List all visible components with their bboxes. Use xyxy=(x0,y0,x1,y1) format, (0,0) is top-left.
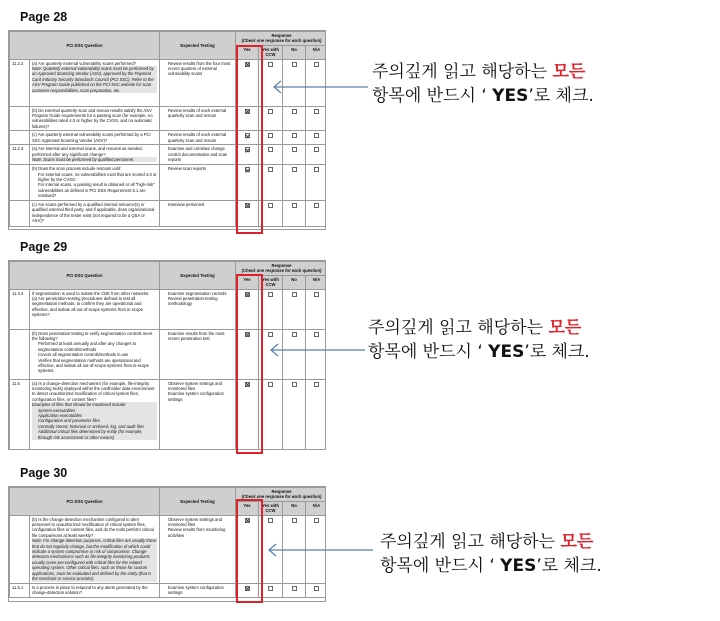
question-cell: (b) Is the change-detection mechanism configured to alert personnel to unauthorized modification of critical system files, configuration files or content files, and do the tools perform critical file comparisons at least weekly? Note: For change detection purposes, critical files are usually those that do not regularly change, but the modification of which could indicate a system compromise or risk of compromise. Change detection mechanisms such as file-integrity monitoring products usually come pre-configured with critical files for the related operating system. Other critical files, such as those for custom applications, must be evaluated and defined by the entity (that is the merchant or service provider). xyxy=(30,515,160,583)
ccw-checkbox[interactable] xyxy=(268,109,273,114)
ccw-checkbox[interactable] xyxy=(268,292,273,297)
yes-column-highlight-29 xyxy=(236,274,263,454)
na-checkbox[interactable] xyxy=(314,62,319,67)
question-cell: (a) Are internal and external scans, and rescans as needed, performed after any significant change? Note: Scans must be performed by qualified personnel. xyxy=(30,145,160,165)
ccw-checkbox[interactable] xyxy=(268,167,273,172)
na-checkbox[interactable] xyxy=(314,109,319,114)
question-cell: (a) Is a change-detection mechanism (for example, file-integrity monitoring tools) deployed within the cardholder data environment to detect unauthorized modification of critical system files, configuration files, or content files? Examples of files that should be monitored include: • System executables • Application executables • Configuration and parameter files • Centrally stored, historical or archived, log, and audit files • Additional critical files determined by entity (for example, through risk assessment or other means) xyxy=(30,379,160,450)
header-response: Response (Check one response for each question) xyxy=(236,262,326,276)
no-checkbox[interactable] xyxy=(292,586,297,591)
table-row xyxy=(10,379,327,450)
header-testing: Expected Testing xyxy=(160,262,236,290)
ccw-checkbox[interactable] xyxy=(268,382,273,387)
na-checkbox[interactable] xyxy=(314,382,319,387)
question-cell: (b) Do external quarterly scan and rescan results satisfy the ASV Program Guide requirements for a passing scan (for example, no vulnerabilities rated 4.0 or higher by the CVSS, and no automatic failures)? xyxy=(30,106,160,131)
testing-cell: • Examine system configuration settings xyxy=(160,583,236,597)
header-response: Response (Check one response for each question) xyxy=(236,32,326,46)
req-number: 11.5 xyxy=(10,379,30,450)
testing-cell: • Examine results from the most recent penetration test xyxy=(160,329,236,379)
header-yes: Yes xyxy=(236,45,259,59)
header-na: N/A xyxy=(306,275,326,289)
req-number: 11.2.2 xyxy=(10,59,30,106)
instruction-note-30: 주의깊게 읽고 해당하는 모든 항목에 반드시 ‘ YES’로 체크. xyxy=(380,532,602,576)
header-yes: Yes xyxy=(236,275,259,289)
header-response: Response (Check one response for each question) xyxy=(236,488,326,502)
header-question: PCI DSS Question xyxy=(10,32,160,60)
testing-cell: • Review scan reports xyxy=(160,165,236,200)
yes-column-highlight-28 xyxy=(236,45,263,234)
no-checkbox[interactable] xyxy=(292,109,297,114)
req-number xyxy=(10,165,30,200)
ccw-checkbox[interactable] xyxy=(268,62,273,67)
question-cell: (c) Are quarterly external vulnerability scans performed by a PCI SSC Approved Scanning Vendor (ASV)? xyxy=(30,131,160,145)
header-question: PCI DSS Question xyxy=(10,262,160,290)
req-number: 11.3.4 xyxy=(10,289,30,329)
header-ccw: Yes with CCW xyxy=(259,275,283,289)
no-checkbox[interactable] xyxy=(292,518,297,523)
table-row xyxy=(10,200,327,226)
question-cell: (a) Are quarterly external vulnerability scans performed? Note: Quarterly external vulnerability scans must be performed by an Approved Scanning Vendor (ASV), approved by the Payment Card Industry Security Standards Council (PCI SSC). Refer to the ASV Program Guide published on the PCI SSC website for scan customer responsibilities, scan preparation, etc. xyxy=(30,59,160,106)
testing-cell: • Review results of each external quarterly scan and rescan xyxy=(160,131,236,145)
pci-table-28 xyxy=(9,31,326,227)
ccw-checkbox[interactable] xyxy=(268,518,273,523)
no-checkbox[interactable] xyxy=(292,382,297,387)
na-checkbox[interactable] xyxy=(314,292,319,297)
header-no: No xyxy=(283,45,306,59)
req-number xyxy=(10,515,30,583)
table-row xyxy=(10,106,327,131)
header-no: No xyxy=(283,501,306,515)
testing-cell: • Review results of each external quarterly scan and rescan xyxy=(160,106,236,131)
ccw-checkbox[interactable] xyxy=(268,203,273,208)
header-na: N/A xyxy=(306,45,326,59)
req-number xyxy=(10,200,30,226)
header-na: N/A xyxy=(306,501,326,515)
no-checkbox[interactable] xyxy=(292,62,297,67)
req-number: 11.2.3 xyxy=(10,145,30,165)
table-row xyxy=(10,145,327,165)
question-cell: (b) Does the scan process include rescans until: • For external scans, no vulnerabilities exist that are scored 4.0 or higher by the CVSS; • For internal scans, a passing result is obtained or all "high-risk" vulnerabilities as defined in PCI DSS Requirement 6.1 are resolved? xyxy=(30,165,160,200)
question-cell: (b) Does penetration testing to verify segmentation controls meet the following? • Performed at least annually and after any changes to segmentation controls/methods • Covers all segmentation controls/methods in use • Verifies that segmentation methods are operational and effective, and isolate all out-of-scope systems from in-scope systems. xyxy=(30,329,160,379)
ccw-checkbox[interactable] xyxy=(268,147,273,152)
arrow-icon xyxy=(267,343,367,357)
na-checkbox[interactable] xyxy=(314,147,319,152)
req-number xyxy=(10,329,30,379)
testing-cell: • Interview personnel xyxy=(160,200,236,226)
testing-cell: • Observe system settings and monitored files • Examine system configuration settings xyxy=(160,379,236,450)
testing-cell: • Examine segmentation controls • Review penetration-testing methodology xyxy=(160,289,236,329)
testing-cell: • Observe system settings and monitored files • Review results from monitoring activities xyxy=(160,515,236,583)
na-checkbox[interactable] xyxy=(314,586,319,591)
table-row xyxy=(10,289,327,329)
yes-column-highlight-30 xyxy=(236,499,263,603)
na-checkbox[interactable] xyxy=(314,133,319,138)
instruction-note-29: 주의깊게 읽고 해당하는 모든 항목에 반드시 ‘ YES’로 체크. xyxy=(368,318,590,362)
header-testing: Expected Testing xyxy=(160,32,236,60)
question-cell: (c) Are scans performed by a qualified internal resource(s) or qualified external third party, and if applicable, does organizational independence of the tester exist (not required to be a QSA or ASV)? xyxy=(30,200,160,226)
page-label-29: Page 29 xyxy=(20,240,68,254)
header-no: No xyxy=(283,275,306,289)
arrow-icon xyxy=(270,80,370,94)
na-checkbox[interactable] xyxy=(314,518,319,523)
ccw-checkbox[interactable] xyxy=(268,133,273,138)
question-cell: If segmentation is used to isolate the CDE from other networks: (a) Are penetration-testing procedures defined to test all segmentation methods, to confirm they are operational and effective, and isolate all out-of-scope systems from in-scope systems? xyxy=(30,289,160,329)
instruction-note-28: 주의깊게 읽고 해당하는 모든 항목에 반드시 ‘ YES’로 체크. xyxy=(372,62,594,106)
na-checkbox[interactable] xyxy=(314,203,319,208)
ccw-checkbox[interactable] xyxy=(268,586,273,591)
na-checkbox[interactable] xyxy=(314,167,319,172)
ccw-checkbox[interactable] xyxy=(268,332,273,337)
no-checkbox[interactable] xyxy=(292,203,297,208)
header-ccw: Yes with CCW xyxy=(259,501,283,515)
req-number xyxy=(10,131,30,145)
no-checkbox[interactable] xyxy=(292,292,297,297)
req-number: 11.5.1 xyxy=(10,583,30,597)
no-checkbox[interactable] xyxy=(292,133,297,138)
table-row xyxy=(10,165,327,200)
header-yes: Yes xyxy=(236,501,259,515)
no-checkbox[interactable] xyxy=(292,332,297,337)
no-checkbox[interactable] xyxy=(292,167,297,172)
table-row xyxy=(10,583,327,597)
header-question: PCI DSS Question xyxy=(10,488,160,516)
header-ccw: Yes with CCW xyxy=(259,45,283,59)
page-label-30: Page 30 xyxy=(20,466,68,480)
table-row xyxy=(10,131,327,145)
testing-cell: • Examine and correlate change control documentation and scan reports xyxy=(160,145,236,165)
page-label-28: Page 28 xyxy=(20,10,68,24)
no-checkbox[interactable] xyxy=(292,147,297,152)
question-cell: Is a process in place to respond to any alerts generated by the change-detection solution? xyxy=(30,583,160,597)
req-number xyxy=(10,106,30,131)
checklist-sheet-28 xyxy=(8,30,326,230)
na-checkbox[interactable] xyxy=(314,332,319,337)
header-testing: Expected Testing xyxy=(160,488,236,516)
testing-cell: • Review results from the four most recent quarters of external vulnerability scans xyxy=(160,59,236,106)
arrow-icon xyxy=(265,543,375,557)
